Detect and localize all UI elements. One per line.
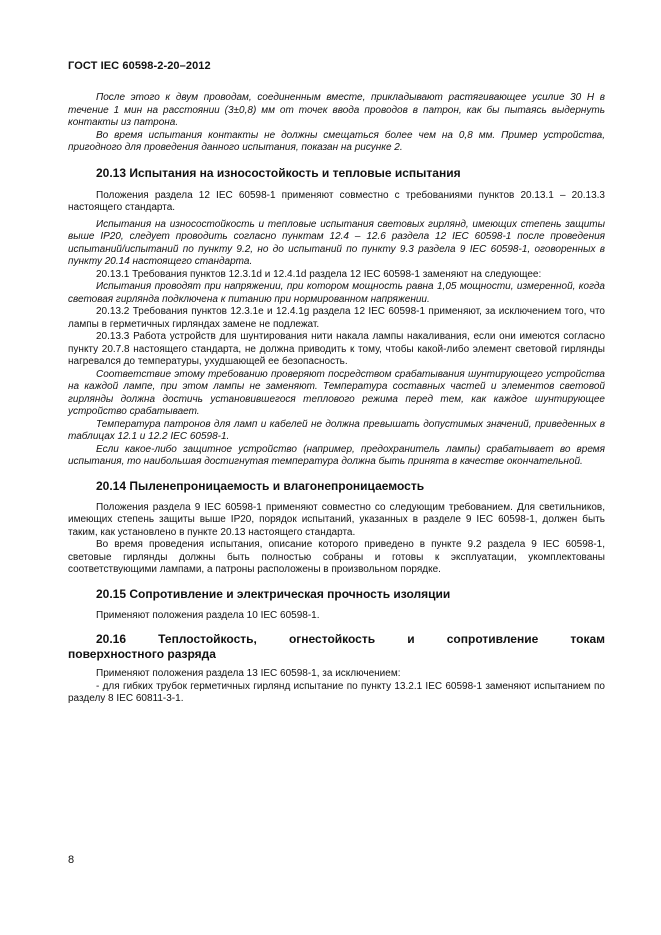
heading-word: 20.16: [96, 632, 127, 646]
section-20-13-3-text: Соответствие этому требованию проверяют посредством срабатывания шунтирующего устройства на каждой лампе, при этом лампы не заменяют. Температура составных частей и элементов световой гирлянды должна достичь установившегося теплового режима перед тем, как каждое шунтирующее устройство срабатывает.: [68, 368, 605, 417]
section-20-16-heading: [68, 632, 605, 662]
section-20-13-paragraph: Испытания на износостойкость и тепловые испытания световых гирлянд, имеющих степень защиты выше IP20, следует проводить согласно пунктам 12.4 – 12.6 раздела 12 IEC 60598-1 после проведения испытаний/испытаний по пункту 9.2, но до испытаний по пункту 9.3 раздела 9 IEC 60598-1, оговоренных в пункту 20.14 настоящего стандарта.: [68, 218, 605, 267]
heading-word: сопротивление: [446, 632, 539, 646]
section-20-13-3-text: Температура патронов для ламп и кабелей не должна превышать допустимых значений, приведенных в таблицах 12.1 и 12.2 IEC 60598-1.: [68, 418, 605, 442]
section-20-13-paragraph: Положения раздела 12 IEC 60598-1 применяют совместно с требованиями пунктов 20.13.1 – 20.13.3 настоящего стандарта.: [68, 189, 605, 213]
section-20-13-2-paragraph: 20.13.2 Требования пунктов 12.3.1e и 12.4.1g раздела 12 IEC 60598-1 применяют, за исключением того, что лампы в герметичных гирляндах замене не подлежат.: [68, 306, 605, 330]
section-20-16-paragraph: - для гибких трубок герметичных гирлянд испытание по пункту 13.2.1 IEC 60598-1 заменяют испытанием по разделу 8 IEC 60811-3-1.: [68, 680, 605, 704]
heading-word: и: [407, 632, 415, 646]
heading-line-2: поверхностного разряда: [68, 647, 216, 661]
section-20-13-3-text: Если какое-либо защитное устройство (например, предохранитель лампы) срабатывает во время испытания, то наибольшая достигнутая температура должна быть принята в качестве окончательной.: [68, 443, 605, 467]
heading-word: Теплостойкость,: [158, 632, 257, 646]
section-20-13-1-text: Испытания проводят при напряжении, при котором мощность равна 1,05 мощности, измеренной, когда световая гирлянда подключена к питанию при нормированном напряжении.: [68, 281, 605, 305]
intro-paragraph-2: Во время испытания контакты не должны смещаться более чем на 0,8 мм. Пример устройства, пригодного для проведения данного испытания, показан на рисунке 2.: [68, 129, 605, 153]
section-20-14-paragraph: Во время проведения испытания, описание которого приведено в пункте 9.2 раздела 9 IEC 60598-1, световые гирлянды должны быть полностью собраны и готовы к эксплуатации, укомплектованы соответствующими лампами, а патроны расположены в произвольном порядке.: [68, 539, 605, 575]
heading-word: огнестойкость: [288, 632, 376, 646]
section-20-16-paragraph: Применяют положения раздела 13 IEC 60598-1, за исключением:: [96, 668, 401, 679]
heading-word: токам: [570, 632, 605, 646]
intro-paragraph-1: После этого к двум проводам, соединенным вместе, прикладывают растягивающее усилие 30 Н в течение 1 мин на расстоянии (3±0,8) мм от точек ввода проводов в патрон, как бы пытаясь выдернуть контакты из патрона.: [68, 92, 605, 128]
section-20-15-heading: 20.15 Сопротивление и электрическая прочность изоляции: [96, 586, 451, 601]
document-body: [68, 92, 605, 706]
section-20-13-1-paragraph: 20.13.1 Требования пунктов 12.3.1d и 12.4.1d раздела 12 IEC 60598-1 заменяют на следующее:: [96, 268, 542, 280]
section-20-14-paragraph: Положения раздела 9 IEC 60598-1 применяют совместно со следующим требованием. Для светильников, имеющих степень защиты выше IP20, порядок испытаний, указанных в разделе 9 IEC 60598-1, должен быть таким, как установлено в пункте 20.13 настоящего стандарта.: [68, 501, 605, 538]
section-20-13-heading: 20.13 Испытания на износостойкость и тепловые испытания: [96, 165, 461, 180]
section-20-15-paragraph: Применяют положения раздела 10 IEC 60598-1.: [96, 609, 320, 621]
section-20-13-3-paragraph: 20.13.3 Работа устройств для шунтирования нити накала лампы накаливания, если они имеются согласно пункту 20.7.8 настоящего стандарта, не должна приводить к тому, чтобы какой-либо элемент световой гирлянды нагревался до температуры, ухудшающей ее безопасность.: [68, 331, 605, 367]
page-number: 8: [68, 854, 75, 866]
section-20-14-heading: 20.14 Пыленепроницаемость и влагонепроницаемость: [96, 478, 425, 493]
standard-header: ГОСТ IEC 60598-2-20–2012: [68, 60, 211, 72]
